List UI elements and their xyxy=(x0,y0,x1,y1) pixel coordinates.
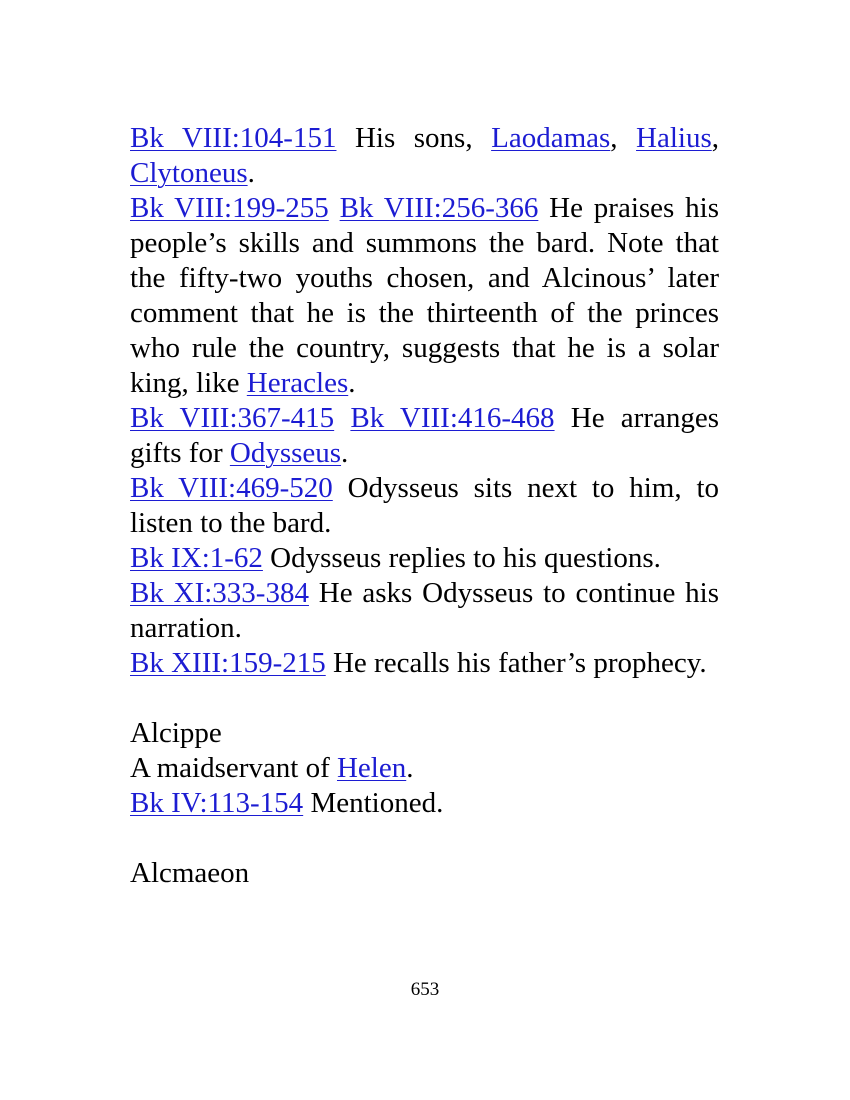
reference-link[interactable]: Bk VIII:199-255 xyxy=(130,192,329,224)
alcippe-reference xyxy=(130,786,719,821)
entry-text: Odysseus replies to his questions. xyxy=(262,542,661,574)
entry-text: He asks Odysseus to continue his narration. xyxy=(130,577,719,644)
spacer xyxy=(130,821,719,856)
page-content xyxy=(130,121,719,891)
entry-text: Mentioned. xyxy=(303,787,444,819)
name-link-halius[interactable]: Halius xyxy=(636,122,712,154)
entry-replies xyxy=(130,541,719,576)
alcippe-description xyxy=(130,751,719,786)
entry-text: His sons, xyxy=(336,122,492,154)
entry-end: . xyxy=(348,367,356,399)
separator: , xyxy=(610,122,637,154)
entry-end: . xyxy=(247,157,255,189)
name-link-clytoneus[interactable]: Clytoneus xyxy=(130,157,248,189)
entry-text: He arranges gifts for xyxy=(130,402,720,469)
entry-end: . xyxy=(406,752,414,784)
entry-gifts xyxy=(130,401,719,471)
reference-link[interactable]: Bk XIII:159-215 xyxy=(130,647,326,679)
entry-sits xyxy=(130,471,719,541)
heading-alcmaeon: Alcmaeon xyxy=(130,857,250,889)
reference-link[interactable]: Bk VIII:104-151 xyxy=(130,122,337,154)
page-number: 653 xyxy=(410,979,440,1000)
entry-text: A maidservant of xyxy=(130,752,337,784)
entry-text: He praises his people’s skills and summons the bard. Note that the fifty-two youths chosen, and Alcinous’ later comment that he is the thirteenth of the princes who rule the country, suggests that he is a solar king, like xyxy=(130,192,719,399)
reference-link[interactable]: Bk VIII:367-415 xyxy=(130,402,335,434)
reference-link[interactable]: Bk VIII:469-520 xyxy=(130,472,333,504)
reference-link[interactable]: Bk VIII:256-366 xyxy=(339,192,539,224)
name-link-helen[interactable]: Helen xyxy=(336,752,407,784)
entry-end: . xyxy=(341,437,349,469)
entry-recalls xyxy=(130,646,719,681)
reference-link[interactable]: Bk IX:1-62 xyxy=(130,542,263,574)
name-link-heracles[interactable]: Heracles xyxy=(246,367,349,399)
reference-link[interactable]: Bk VIII:416-468 xyxy=(350,402,555,434)
separator: , xyxy=(711,122,720,154)
reference-link[interactable]: Bk IV:113-154 xyxy=(130,787,304,819)
spacer xyxy=(130,681,719,716)
entry-sons xyxy=(130,121,719,191)
reference-link[interactable]: Bk XI:333-384 xyxy=(130,577,309,609)
heading-alcippe: Alcippe xyxy=(130,717,222,749)
name-link-odysseus[interactable]: Odysseus xyxy=(229,437,342,469)
entry-text: Odysseus sits next to him, to listen to the bard. xyxy=(130,472,720,539)
entry-asks xyxy=(130,576,719,646)
name-link-laodamas[interactable]: Laodamas xyxy=(491,122,611,154)
entry-praises xyxy=(130,191,719,401)
entry-text: He recalls his father’s prophecy. xyxy=(325,647,707,679)
